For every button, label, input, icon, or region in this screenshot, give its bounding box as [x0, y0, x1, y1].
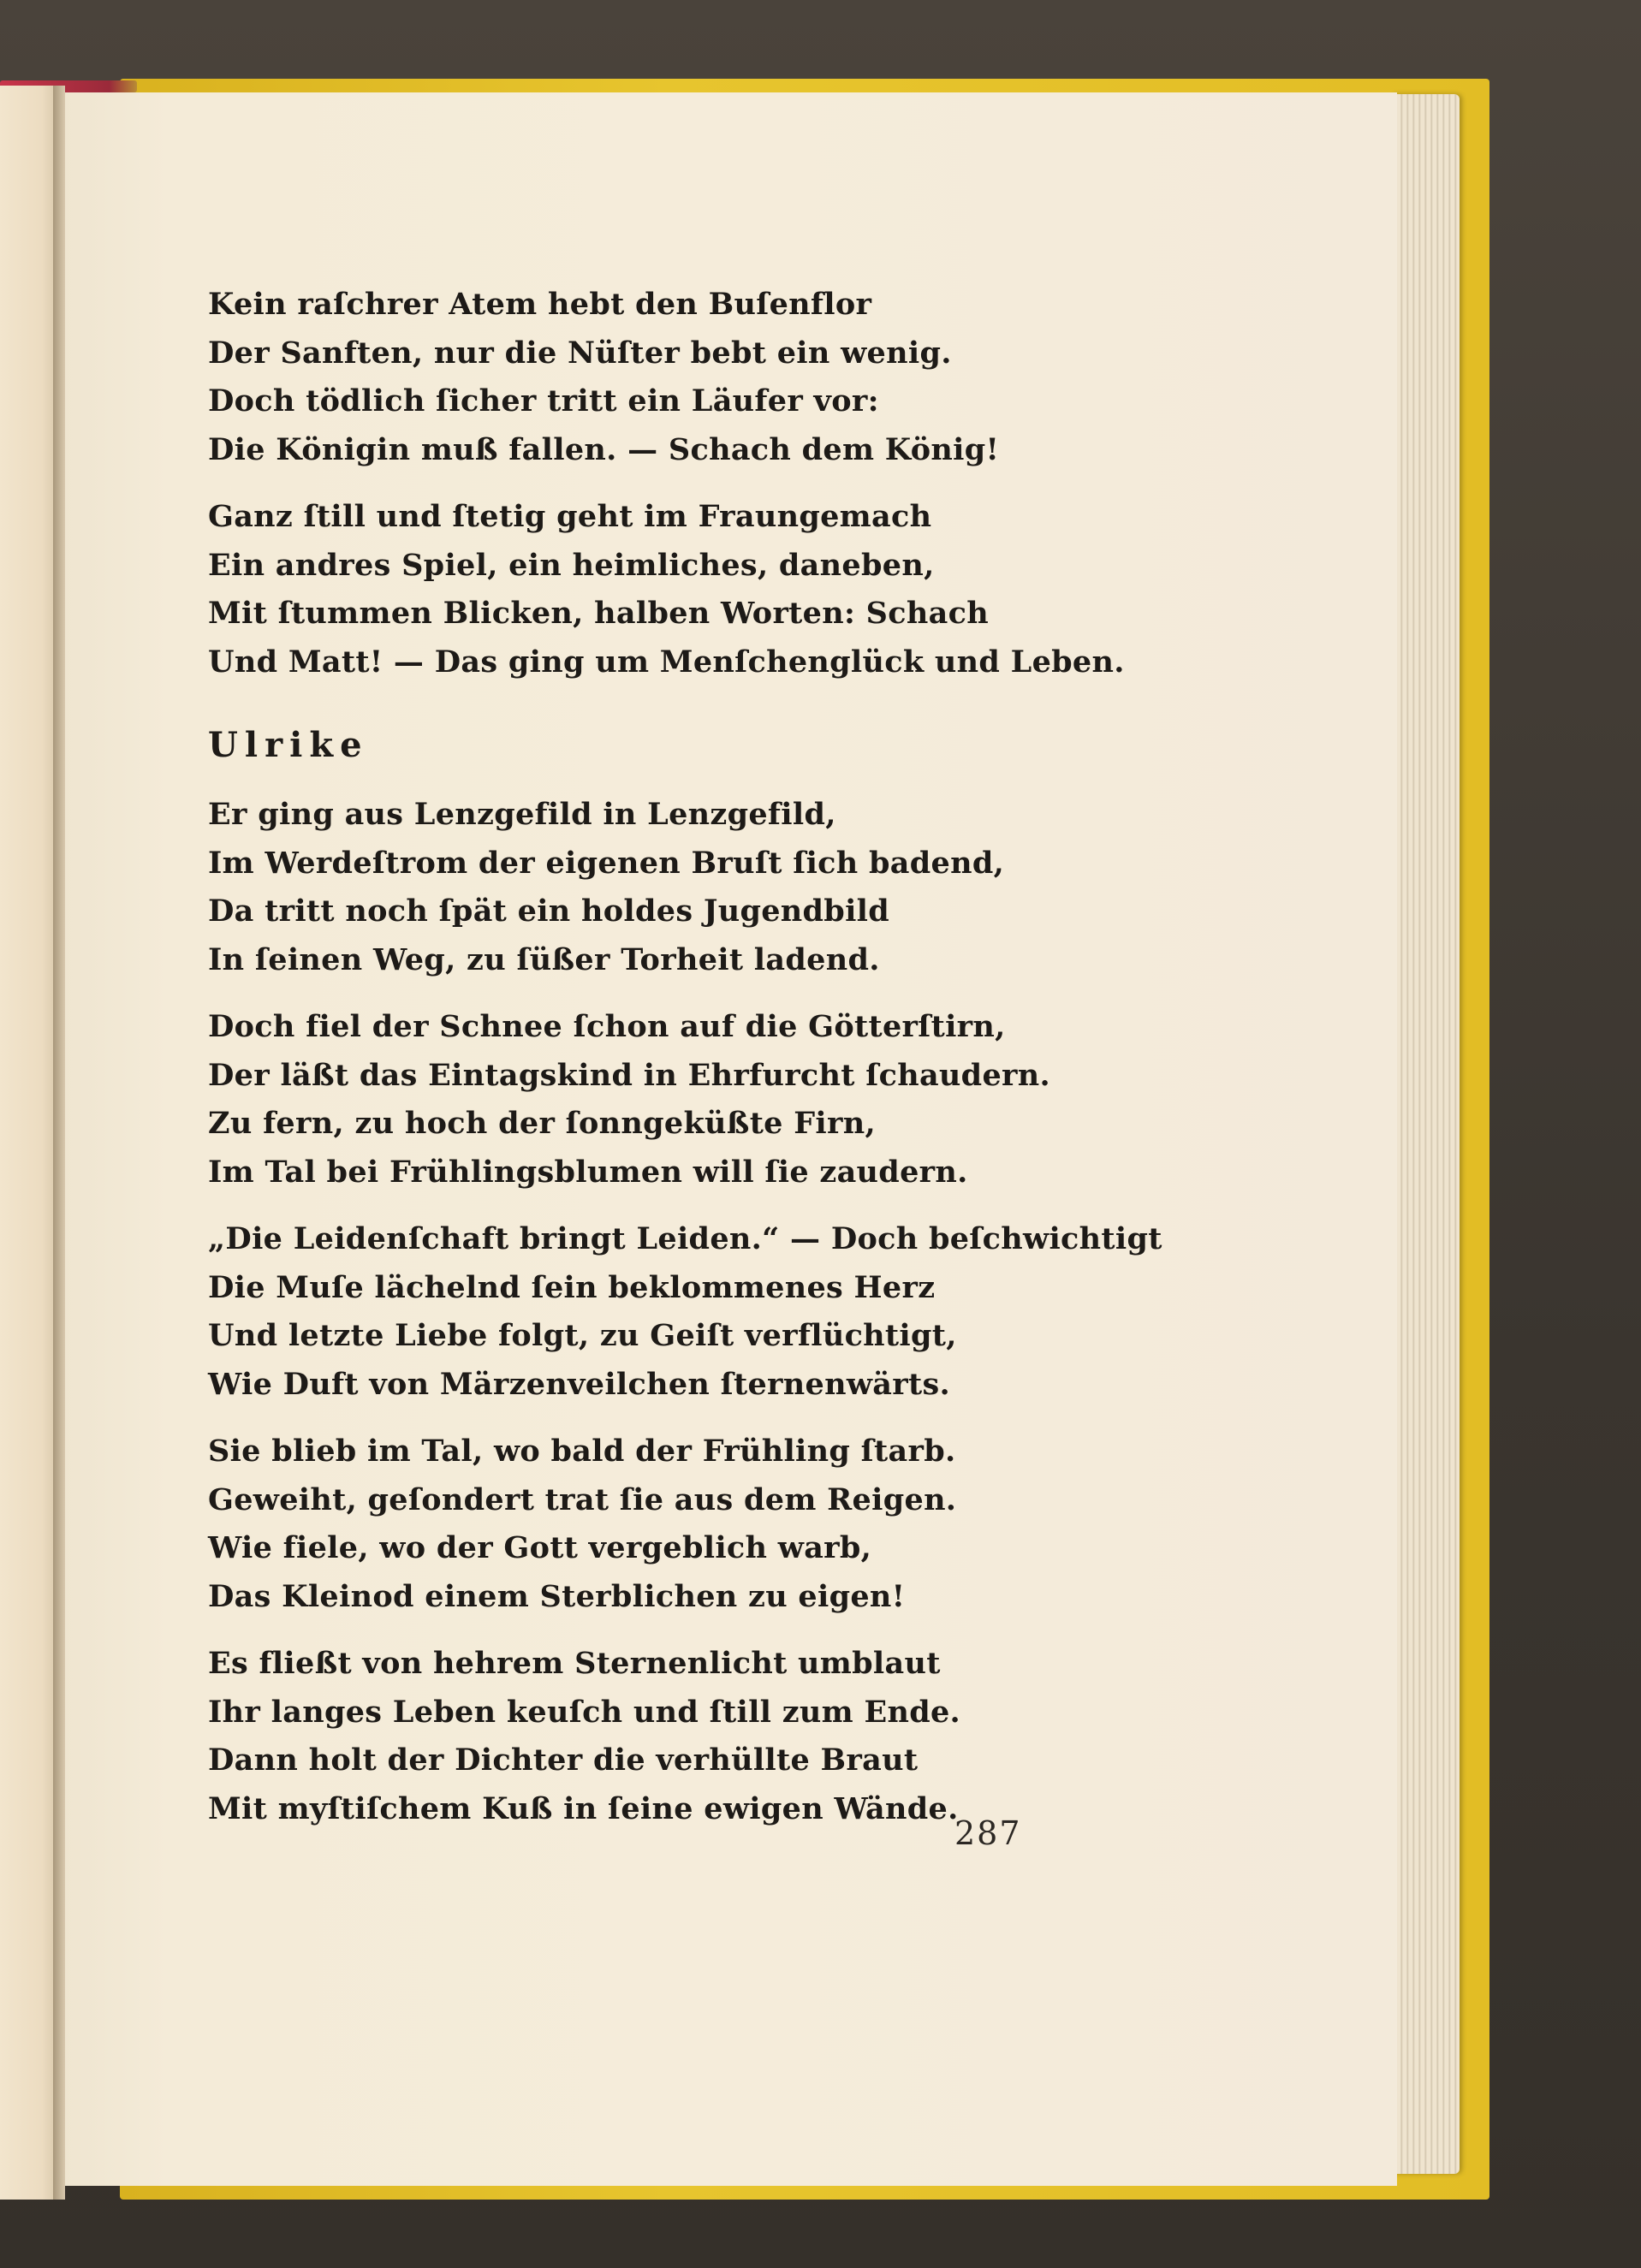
verse-line: Er ging aus Lenzgefild in Lenzgefild,	[208, 797, 836, 832]
verse-line: Ein andres Spiel, ein heimliches, daneben,	[208, 547, 935, 583]
stanza	[208, 1003, 1150, 1196]
verse-line: Wie fiele, wo der Gott vergeblich warb,	[208, 1530, 872, 1565]
verse-line: Und letzte Liebe folgt, zu Geiſt verflüchtigt,	[208, 1318, 957, 1353]
stanza	[208, 1640, 1150, 1833]
verse-line: Im Tal bei Frühlingsblumen will ſie zaudern.	[208, 1154, 968, 1190]
verse-line: Wie Duft von Märzenveilchen ſternenwärts.	[208, 1366, 950, 1402]
verse-line: Der läßt das Eintagskind in Ehrfurcht ſchaudern.	[208, 1057, 1050, 1093]
poem-text	[208, 281, 1162, 1852]
verse-line: Da tritt noch ſpät ein holdes Jugendbild	[208, 894, 890, 929]
verse-line: Kein raſchrer Atem hebt den Buſenflor	[208, 287, 872, 322]
stanza	[208, 1215, 1162, 1409]
verse-line: Und Matt! — Das ging um Menſchenglück und Leben.	[208, 644, 1125, 680]
verse-line: In ſeinen Weg, zu ſüßer Torheit ladend.	[208, 941, 880, 977]
stanza	[208, 791, 1150, 984]
verse-line: Ihr langes Leben keuſch und ſtill zum Ende.	[208, 1694, 961, 1730]
verse-line: Dann holt der Dichter die verhüllte Braut	[208, 1743, 919, 1778]
verse-line: Der Sanften, nur die Nüſter bebt ein wenig.	[208, 335, 952, 371]
verse-line: Das Kleinod einem Sterblichen zu eigen!	[208, 1578, 906, 1614]
page-number: 287	[954, 1814, 1022, 1852]
verse-line: „Die Leidenſchaft bringt Leiden.“ — Doch beſchwichtigt	[208, 1221, 1162, 1256]
stanza	[208, 493, 1150, 686]
verse-line: Die Königin muß fallen. — Schach dem König!	[208, 431, 1000, 467]
verse-line: Es fließt von hehrem Sternenlicht umblaut	[208, 1646, 941, 1681]
gutter	[53, 86, 65, 2200]
verse-line: Doch tödlich ſicher tritt ein Läufer vor:	[208, 383, 879, 419]
verse-line: Die Muſe lächelnd ſein beklommenes Herz	[208, 1269, 936, 1305]
stanza	[208, 1428, 1150, 1621]
verse-line: Doch fiel der Schnee ſchon auf die Götterſtirn,	[208, 1009, 1006, 1044]
stanzas-after	[208, 791, 1162, 1833]
verse-line: Geweiht, geſondert trat ſie aus dem Reigen.	[208, 1481, 957, 1517]
verse-line: Ganz ſtill und ſtetig geht im Fraungemach	[208, 499, 932, 534]
poem-title: Ulrike	[208, 725, 369, 765]
page-edges	[1391, 94, 1460, 2174]
verse-line: Mit myſtiſchem Kuß in ſeine ewigen Wände.	[208, 1790, 959, 1826]
verse-line: Zu fern, zu hoch der ſonngeküßte Firn,	[208, 1106, 876, 1141]
verse-line: Im Werdeſtrom der eigenen Bruſt ſich badend,	[208, 845, 1005, 881]
verse-line: Mit ſtummen Blicken, halben Worten: Schach	[208, 596, 989, 631]
stanzas-before	[208, 281, 1150, 686]
verse-line: Sie blieb im Tal, wo bald der Frühling ſtarb.	[208, 1434, 956, 1469]
stanza	[208, 281, 1150, 474]
